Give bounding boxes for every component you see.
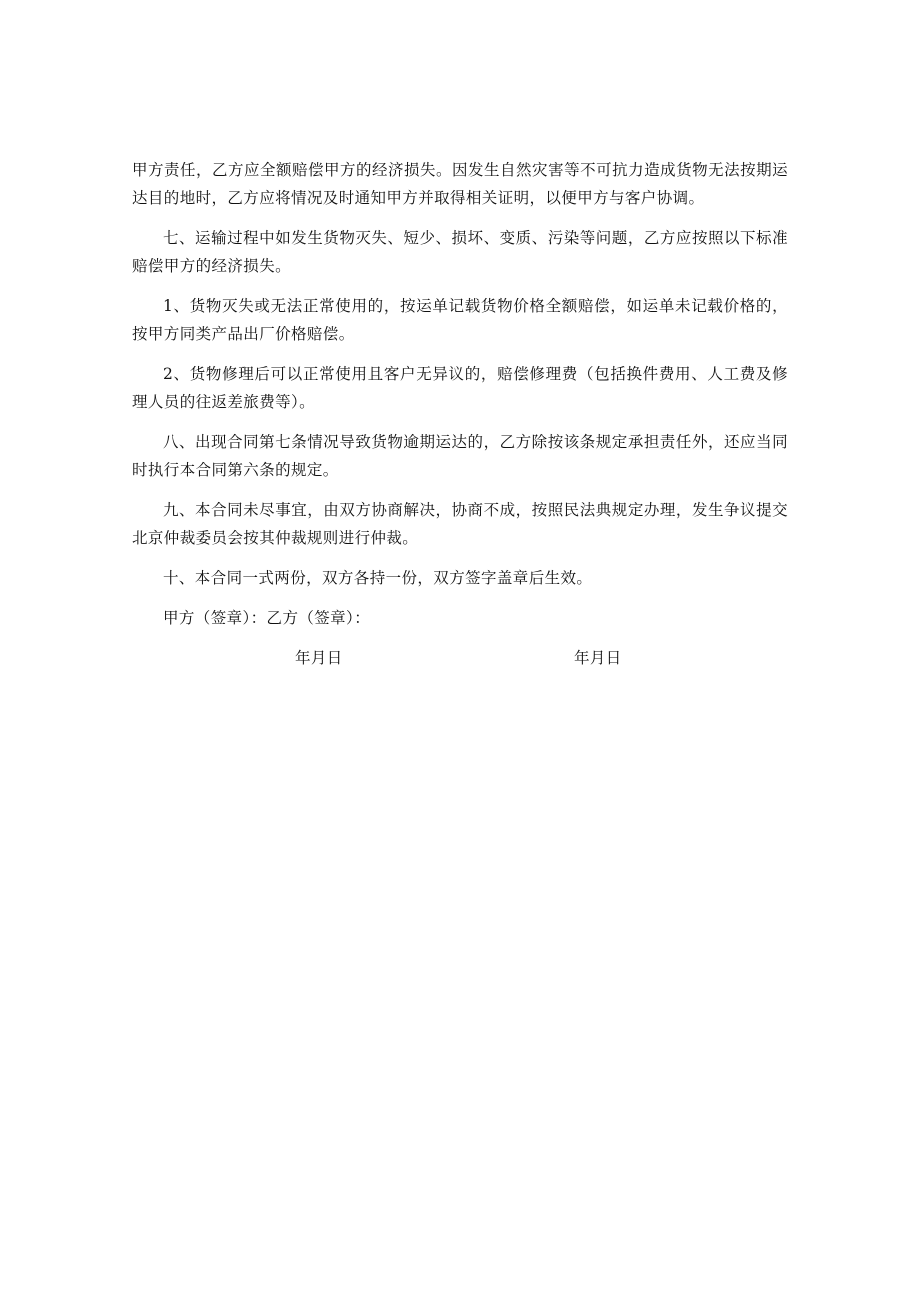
paragraph-clause-9: 九、本合同未尽事宜，由双方协商解决，协商不成，按照民法典规定办理，发生争议提交北京仲裁委员会按其仲裁规则进行仲裁。 — [132, 501, 788, 547]
paragraph-clause-7-item-2: 2、货物修理后可以正常使用且客户无异议的，赔偿修理费（包括换件费用、人工费及修理人员的往返差旅费等）。 — [132, 365, 788, 411]
paragraph-clause-7: 七、运输过程中如发生货物灭失、短少、损坏、变质、污染等问题，乙方应按照以下标准赔偿甲方的经济损失。 — [132, 229, 788, 275]
party-b-date: 年月日 — [574, 649, 622, 667]
signature-date-row — [132, 644, 788, 672]
paragraph-clause-8: 八、出现合同第七条情况导致货物逾期运达的，乙方除按该条规定承担责任外，还应当同时执行本合同第六条的规定。 — [132, 433, 788, 479]
party-a-date: 年月日 — [295, 649, 343, 667]
paragraph-clause-10: 十、本合同一式两份，双方各持一份，双方签字盖章后生效。 — [163, 569, 593, 587]
paragraph-clause-7-item-1: 1、货物灭失或无法正常使用的，按运单记载货物价格全额赔偿，如运单未记载价格的，按甲方同类产品出厂价格赔偿。 — [132, 297, 788, 343]
signature-line: 甲方（签章）：乙方（签章）： — [163, 609, 371, 627]
paragraph-continuation: 甲方责任，乙方应全额赔偿甲方的经济损失。因发生自然灾害等不可抗力造成货物无法按期运达目的地时，乙方应将情况及时通知甲方并取得相关证明，以便甲方与客户协调。 — [132, 161, 788, 207]
contract-body — [132, 156, 788, 672]
